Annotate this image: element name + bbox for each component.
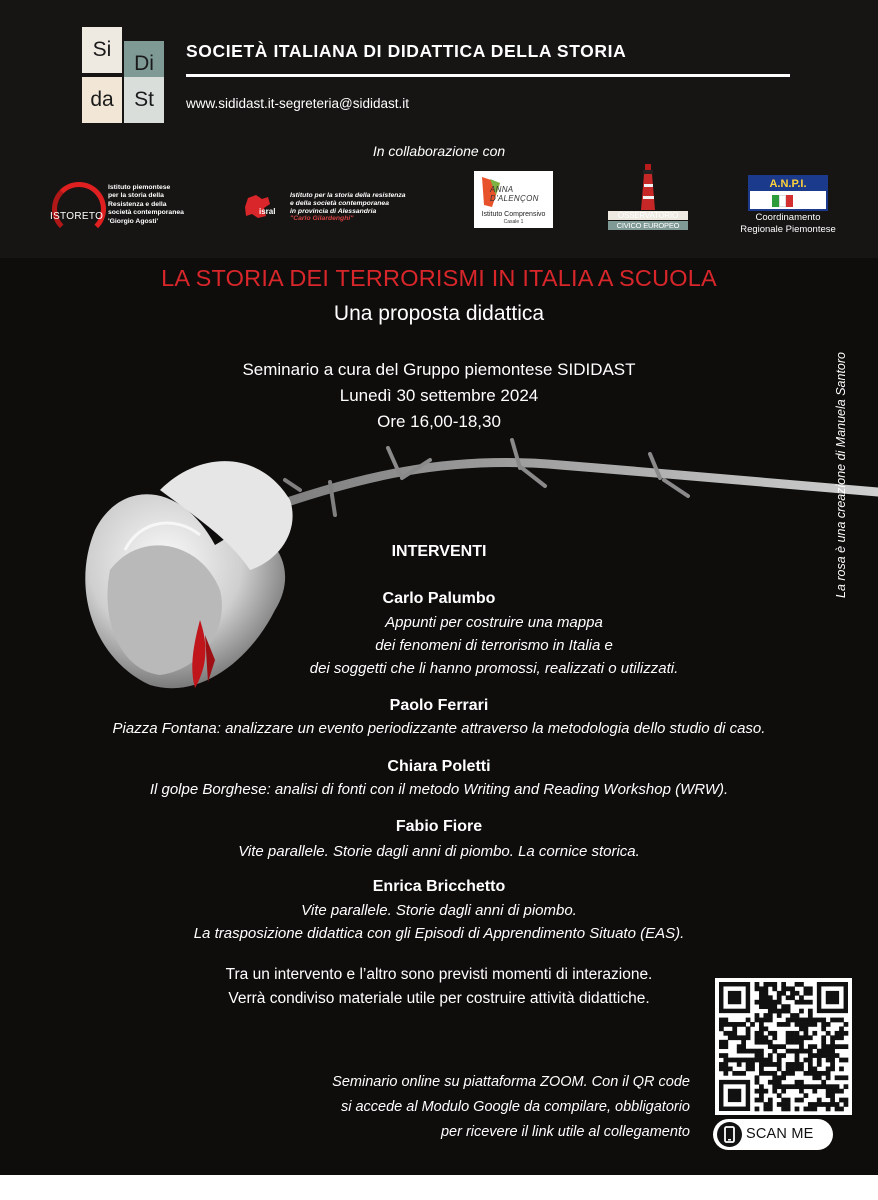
anpi-badge	[748, 175, 828, 211]
qr-code-icon	[715, 978, 852, 1115]
online-info-line: per ricevere il link utile al collegamento	[440, 1124, 690, 1140]
ic-handwritten-name: ANNA D'ALENÇON	[490, 185, 539, 203]
event-organizer: Seminario a cura del Gruppo piemontese SIDIDAST	[242, 360, 636, 379]
scan-me-button[interactable]	[713, 1119, 833, 1150]
event-time: Ore 16,00-18,30	[377, 412, 501, 431]
logo-tile-da: da	[82, 77, 122, 123]
qr-code[interactable]	[715, 978, 852, 1115]
event-subtitle: Una proposta didattica	[333, 302, 545, 325]
isral-description: Istituto per la storia della resistenza e della società contemporanea in provincia di Alessandria "Carlo Gilardenghi"	[290, 192, 406, 223]
speaker-name: Enrica Bricchetto	[372, 878, 506, 895]
logo-tile-si: Si	[82, 27, 122, 73]
speaker-name: Chiara Poletti	[387, 758, 491, 775]
isral-logo	[244, 190, 424, 230]
logo-tile-st: St	[124, 77, 164, 123]
istituto-comprensivo-logo	[474, 171, 553, 228]
istoreto-name: ISTORETO	[50, 211, 104, 222]
istoreto-arc-icon	[52, 182, 106, 236]
talk-line: Vite parallele. Storie dagli anni di piombo.	[301, 902, 577, 919]
osservatorio-logo	[608, 164, 688, 234]
talk-line: dei soggetti che li hanno promossi, realizzati o utilizzati.	[309, 660, 679, 677]
sididast-logo	[82, 27, 164, 123]
online-info-line: si accede al Modulo Google da compilare, obbligatorio	[340, 1099, 690, 1115]
talk-line: Appunti per costruire una mappa	[385, 614, 603, 631]
talk-line: La trasposizione didattica con gli Episodi di Apprendimento Situato (EAS).	[193, 925, 685, 942]
title-divider	[186, 74, 790, 77]
istoreto-logo	[50, 180, 240, 230]
talk-line: Piazza Fontana: analizzare un evento periodizzante attraverso la metodologia dello studio di caso.	[112, 720, 766, 737]
ic-subtitle: Casale 1	[503, 219, 524, 225]
lighthouse-icon	[638, 164, 658, 212]
image-credit: La rosa è una creazione di Manuela Santoro	[834, 352, 848, 598]
anpi-line2: Regionale Piemontese	[740, 224, 836, 235]
event-date: Lunedì 30 settembre 2024	[339, 386, 539, 405]
speaker-name: Paolo Ferrari	[389, 697, 489, 714]
flag-green-icon	[772, 195, 779, 207]
anpi-line1: Coordinamento	[755, 212, 821, 223]
speaker-name: Fabio Fiore	[395, 818, 483, 835]
speaker-name: Carlo Palumbo	[382, 590, 496, 607]
talk-line: Il golpe Borghese: analisi di fonti con il metodo Writing and Reading Workshop (WRW).	[149, 781, 729, 798]
osservatorio-line2: CIVICO EUROPEO	[608, 221, 688, 230]
note-line: Tra un intervento e l’altro sono previsti momenti di interazione.	[225, 966, 653, 983]
isral-name: isral	[259, 207, 276, 216]
scan-me-label: SCAN ME	[746, 1126, 814, 1142]
talk-line: Vite parallele. Storie dagli anni di piombo. La cornice storica.	[238, 843, 640, 860]
contacts-link[interactable]: www.sididast.it-segreteria@sididast.it	[186, 96, 410, 111]
note-line: Verrà condiviso materiale utile per costruire attività didattiche.	[228, 990, 650, 1007]
osservatorio-line1: OSSERVATORIO	[608, 211, 688, 220]
online-info-line: Seminario online su piattaforma ZOOM. Con il QR code	[332, 1074, 690, 1090]
flag-red-icon	[786, 195, 793, 207]
anpi-logo	[728, 175, 848, 237]
anpi-title: A.N.P.I.	[750, 177, 826, 191]
talk-line: dei fenomeni di terrorismo in Italia e	[375, 637, 613, 654]
istoreto-description: Istituto piemontese per la storia della Resistenza e della società contemporanea 'Giorgio Agosti'	[108, 184, 184, 225]
interventi-heading: INTERVENTI	[391, 543, 487, 560]
society-title: SOCIETÀ ITALIANA DI DIDATTICA DELLA STORIA	[186, 41, 627, 61]
event-title: LA STORIA DEI TERRORISMI IN ITALIA A SCUOLA	[161, 265, 717, 291]
ic-name: Istituto Comprensivo	[481, 211, 546, 218]
logo-tile-di: Di	[124, 41, 164, 87]
phone-icon	[717, 1122, 742, 1147]
flag-white-icon	[779, 195, 786, 207]
collaboration-label: In collaborazione con	[372, 143, 506, 159]
